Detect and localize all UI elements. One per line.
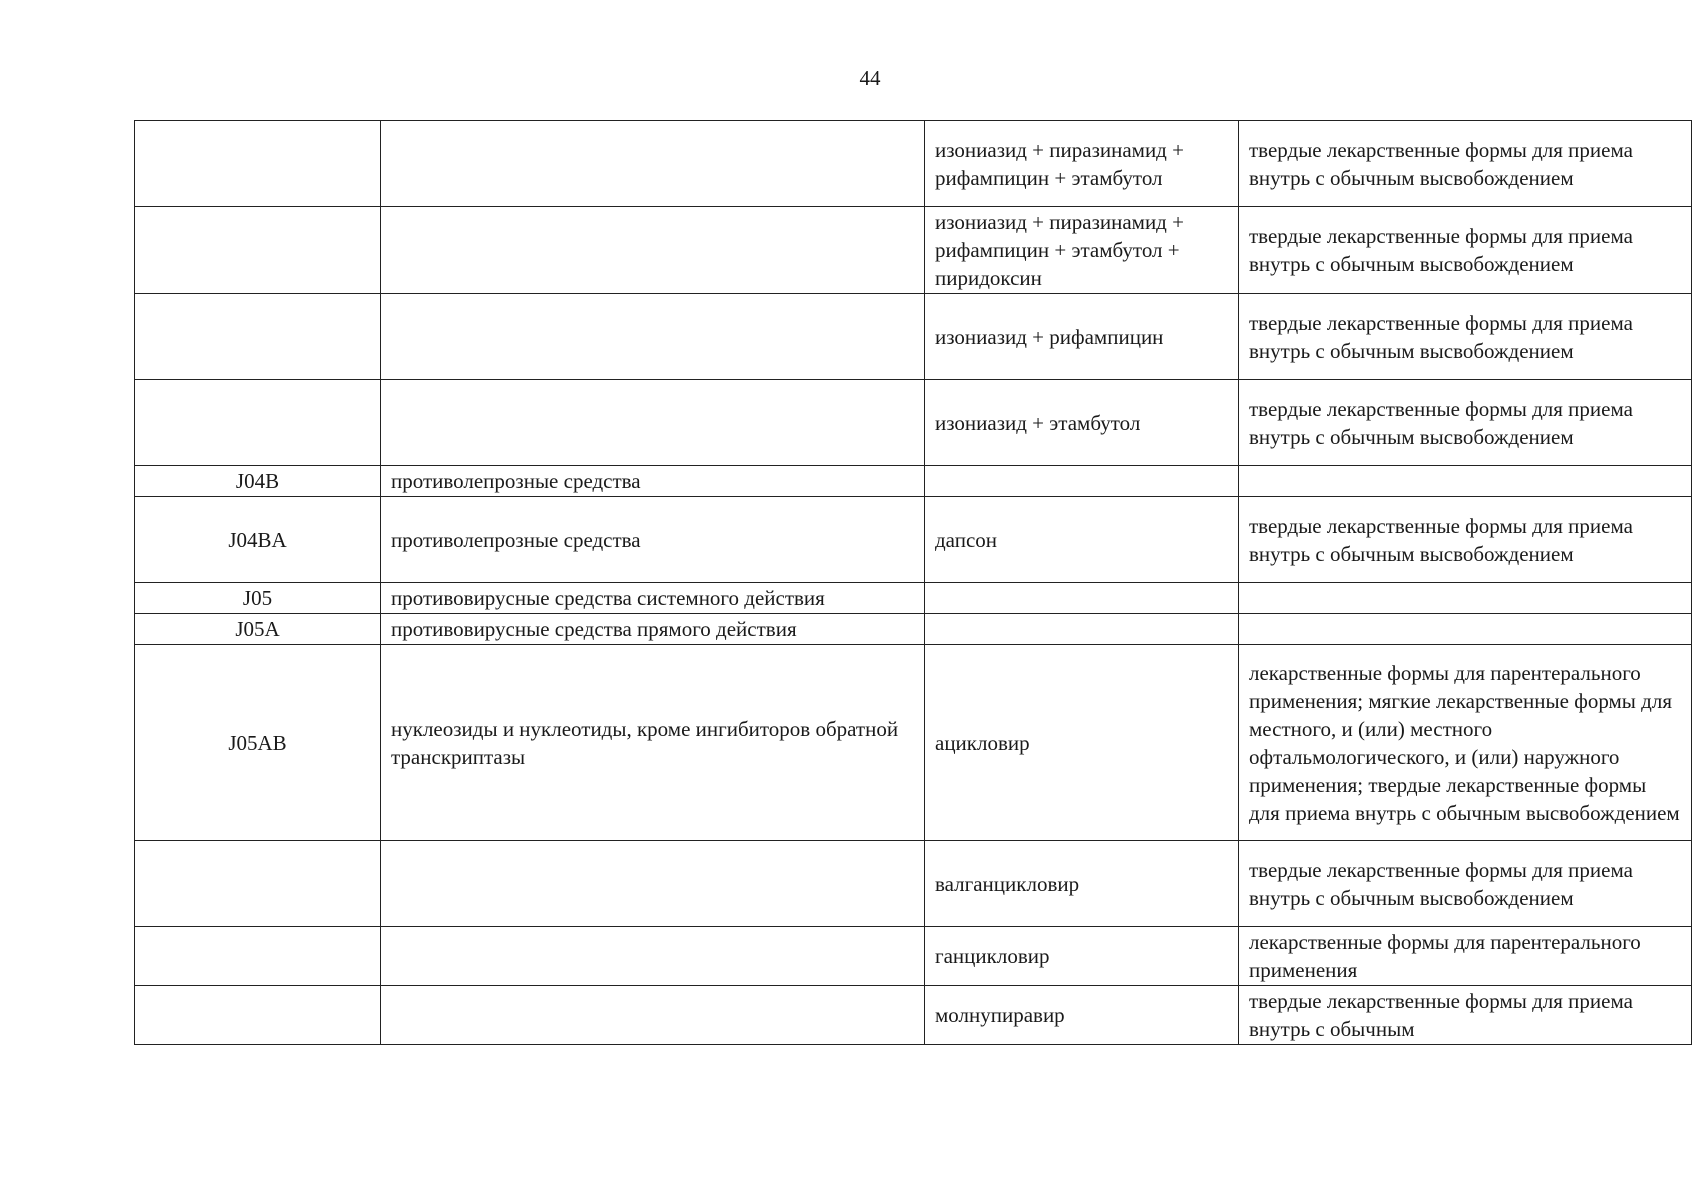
drug-cell <box>925 466 1239 497</box>
table-row <box>135 927 1692 986</box>
group-cell <box>381 121 925 207</box>
table-row <box>135 645 1692 841</box>
group-cell <box>381 380 925 466</box>
table-row <box>135 497 1692 583</box>
group-cell: противолепрозные средства <box>381 497 925 583</box>
group-cell: противовирусные средства системного действия <box>381 583 925 614</box>
dosage-form-cell: лекарственные формы для парентерального применения <box>1239 927 1692 986</box>
atc-code-cell <box>135 121 381 207</box>
table-row <box>135 583 1692 614</box>
drug-cell: ганцикловир <box>925 927 1239 986</box>
dosage-form-cell: лекарственные формы для парентерального применения; мягкие лекарственные формы для местного, и (или) местного офтальмологического, и (или) наружного применения; твердые лекарственные формы для приема внутрь с обычным высвобождением <box>1239 645 1692 841</box>
drug-cell: валганцикловир <box>925 841 1239 927</box>
atc-code-cell <box>135 841 381 927</box>
dosage-form-cell: твердые лекарственные формы для приема внутрь с обычным высвобождением <box>1239 380 1692 466</box>
dosage-form-cell <box>1239 614 1692 645</box>
drug-cell <box>925 614 1239 645</box>
table-row <box>135 121 1692 207</box>
dosage-form-cell: твердые лекарственные формы для приема внутрь с обычным высвобождением <box>1239 207 1692 294</box>
drug-cell: ацикловир <box>925 645 1239 841</box>
dosage-form-cell: твердые лекарственные формы для приема внутрь с обычным высвобождением <box>1239 294 1692 380</box>
table-row <box>135 466 1692 497</box>
dosage-form-cell <box>1239 466 1692 497</box>
group-cell <box>381 294 925 380</box>
group-cell: противовирусные средства прямого действия <box>381 614 925 645</box>
drug-cell: молнупиравир <box>925 986 1239 1045</box>
dosage-form-cell: твердые лекарственные формы для приема внутрь с обычным высвобождением <box>1239 121 1692 207</box>
atc-code-cell: J04BA <box>135 497 381 583</box>
drug-table <box>134 120 1692 1045</box>
atc-code-cell: J05 <box>135 583 381 614</box>
atc-code-cell <box>135 927 381 986</box>
group-cell <box>381 207 925 294</box>
atc-code-cell <box>135 207 381 294</box>
atc-code-cell <box>135 380 381 466</box>
group-cell: противолепрозные средства <box>381 466 925 497</box>
page-number: 44 <box>859 66 881 90</box>
drug-cell: изониазид + рифампицин <box>925 294 1239 380</box>
drug-cell: изониазид + этамбутол <box>925 380 1239 466</box>
dosage-form-cell: твердые лекарственные формы для приема внутрь с обычным <box>1239 986 1692 1045</box>
atc-code-cell: J05AB <box>135 645 381 841</box>
table-row <box>135 841 1692 927</box>
group-cell <box>381 841 925 927</box>
dosage-form-cell: твердые лекарственные формы для приема внутрь с обычным высвобождением <box>1239 497 1692 583</box>
atc-code-cell: J05A <box>135 614 381 645</box>
table-row <box>135 614 1692 645</box>
atc-code-cell: J04B <box>135 466 381 497</box>
drug-cell: изониазид + пиразинамид + рифампицин + этамбутол <box>925 121 1239 207</box>
drug-cell <box>925 583 1239 614</box>
drug-cell: дапсон <box>925 497 1239 583</box>
table-row <box>135 207 1692 294</box>
group-cell <box>381 927 925 986</box>
dosage-form-cell: твердые лекарственные формы для приема внутрь с обычным высвобождением <box>1239 841 1692 927</box>
group-cell <box>381 986 925 1045</box>
dosage-form-cell <box>1239 583 1692 614</box>
atc-code-cell <box>135 294 381 380</box>
table-row <box>135 986 1692 1045</box>
atc-code-cell <box>135 986 381 1045</box>
group-cell: нуклеозиды и нуклеотиды, кроме ингибиторов обратной транскриптазы <box>381 645 925 841</box>
table-row <box>135 380 1692 466</box>
table-row <box>135 294 1692 380</box>
drug-cell: изониазид + пиразинамид + рифампицин + этамбутол + пиридоксин <box>925 207 1239 294</box>
